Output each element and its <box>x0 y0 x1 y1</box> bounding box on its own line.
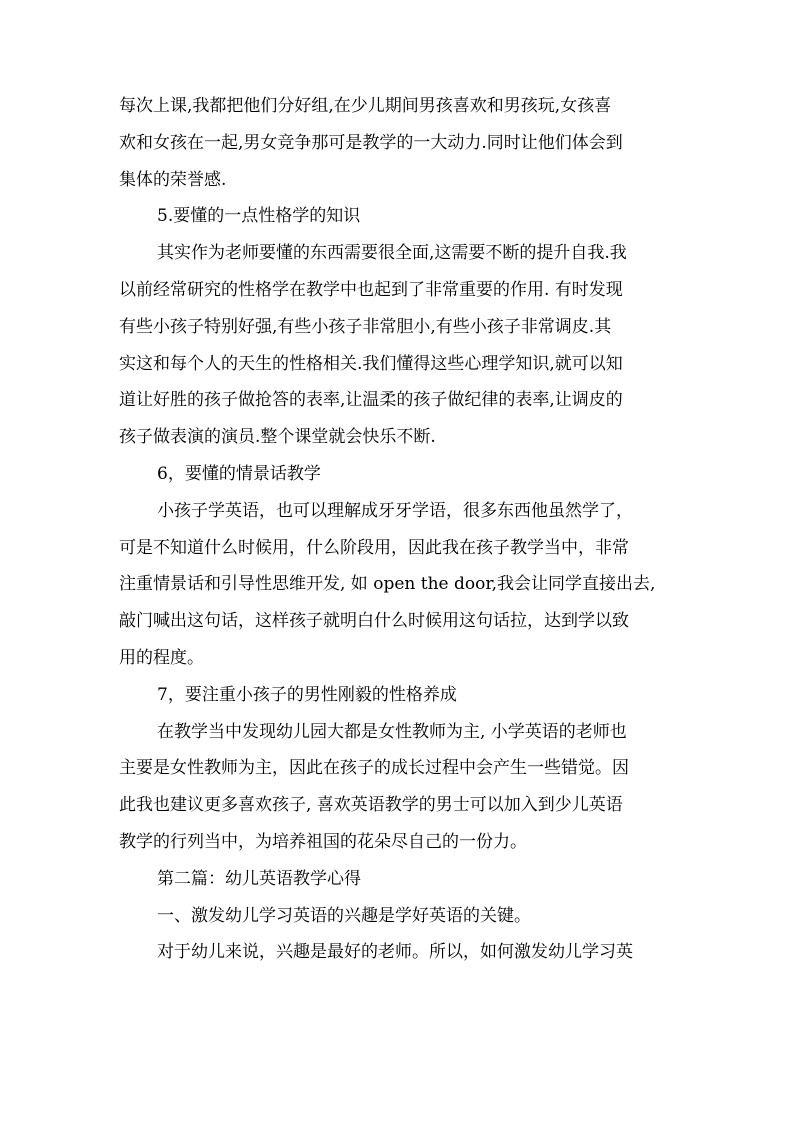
text-line: 教学的行列当中，为培养祖国的花朵尽自己的一份力。 <box>119 831 527 852</box>
text-line: 注重情景话和引导性思维开发, 如 open the door,我会让同学直接出去, <box>119 574 656 595</box>
text-line: 欢和女孩在一起,男女竞争那可是教学的一大动力.同时让他们体会到 <box>119 132 623 153</box>
text-line: 可是不知道什么时候用，什么阶段用，因此我在孩子教学当中，非常 <box>119 537 629 558</box>
text-line: 小孩子学英语，也可以理解成牙牙学语，很多东西他虽然学了， <box>157 500 633 521</box>
text-line: 主要是女性教师为主，因此在孩子的成长过程中会产生一些错觉。因 <box>119 758 629 779</box>
text-line: 孩子做表演的演员.整个课堂就会快乐不断. <box>119 427 436 448</box>
text-line: 用的程度。 <box>119 647 204 668</box>
text-line: 道让好胜的孩子做抢答的表率,让温柔的孩子做纪律的表率,让调皮的 <box>119 390 623 411</box>
text-line: 对于幼儿来说，兴趣是最好的老师。所以，如何激发幼儿学习英 <box>157 942 633 963</box>
text-line: 以前经常研究的性格学在教学中也起到了非常重要的作用. 有时发现 <box>119 279 623 300</box>
document-body <box>119 88 679 971</box>
chapter-heading: 第二篇：幼儿英语教学心得 <box>157 868 361 889</box>
section-heading: 5.要懂的一点性格学的知识 <box>157 206 361 227</box>
text-line: 在教学当中发现幼儿园大都是女性教师为主, 小学英语的老师也 <box>157 721 627 742</box>
text-line: 其实作为老师要懂的东西需要很全面,这需要不断的提升自我.我 <box>157 243 627 264</box>
text-line: 实这和每个人的天生的性格相关.我们懂得这些心理学知识,就可以知 <box>119 353 623 374</box>
section-heading: 一、激发幼儿学习英语的兴趣是学好英语的关键。 <box>157 905 531 926</box>
text-line: 此我也建议更多喜欢孩子, 喜欢英语教学的男士可以加入到少儿英语 <box>119 795 623 816</box>
text-line: 有些小孩子特别好强,有些小孩子非常胆小,有些小孩子非常调皮.其 <box>119 316 612 337</box>
text-line: 每次上课,我都把他们分好组,在少儿期间男孩喜欢和男孩玩,女孩喜 <box>119 96 612 116</box>
text-line: 敲门喊出这句话，这样孩子就明白什么时候用这句话拉，达到学以致 <box>119 611 629 632</box>
section-heading: 6，要懂的情景话教学 <box>157 463 321 484</box>
section-heading: 7，要注重小孩子的男性刚毅的性格养成 <box>157 684 457 705</box>
text-line: 集体的荣誉感. <box>119 169 227 190</box>
